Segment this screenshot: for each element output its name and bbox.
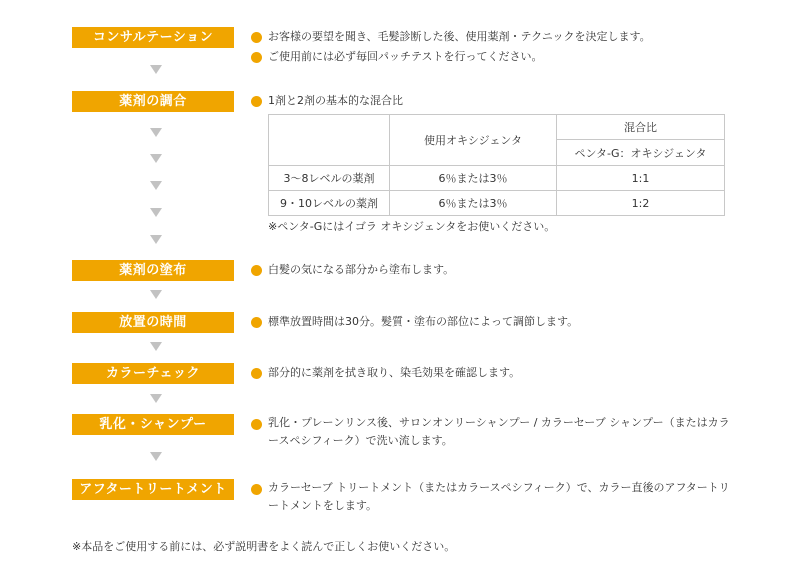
bullet-icon bbox=[251, 265, 262, 276]
down-arrow-icon bbox=[150, 452, 162, 461]
step-application: 薬剤の塗布 bbox=[72, 260, 234, 281]
table-row-label: 3～8レベルの薬剤 bbox=[269, 166, 390, 191]
consultation-text-1: お客様の要望を聞き、毛髪診断した後、使用薬剤・テクニックを決定します。 bbox=[268, 30, 651, 43]
table-corner-cell bbox=[269, 115, 390, 166]
application-text: 白髪の気になる部分から塗布します。 bbox=[268, 263, 455, 276]
table-row-oxy: 6％または3％ bbox=[390, 191, 557, 216]
bullet-icon bbox=[251, 317, 262, 328]
table-subheader-ratio: ペンタ-G：オキシジェンタ bbox=[557, 140, 725, 166]
bullet-icon bbox=[251, 484, 262, 495]
down-arrow-icon bbox=[150, 342, 162, 351]
table-row bbox=[269, 166, 725, 191]
footer-note: ※本品をご使用する前には、必ず説明書をよく読んで正しくお使いください。 bbox=[72, 540, 456, 553]
bullet-icon bbox=[251, 419, 262, 430]
down-arrow-icon bbox=[150, 65, 162, 74]
consultation-text-2: ご使用前には必ず毎回パッチテストを行ってください。 bbox=[268, 50, 543, 63]
bullet-icon bbox=[251, 96, 262, 107]
table-row bbox=[269, 191, 725, 216]
after-treatment-text: カラーセーブ トリートメント（またはカラースペシフィーク）で、カラー直後のアフタートリートメントをします。 bbox=[268, 481, 730, 512]
color-check-text: 部分的に薬剤を拭き取り、染毛効果を確認します。 bbox=[268, 366, 521, 379]
down-arrow-icon bbox=[150, 394, 162, 403]
table-header-oxy: 使用オキシジェンタ bbox=[390, 115, 557, 166]
table-row-label: 9・10レベルの薬剤 bbox=[269, 191, 390, 216]
bullet-icon bbox=[251, 368, 262, 379]
mixing-note: ※ペンタ-Gにはイゴラ オキシジェンタをお使いください。 bbox=[268, 220, 556, 233]
mixing-ratio-table bbox=[268, 114, 725, 216]
shampoo-text: 乳化・プレーンリンス後、サロンオンリーシャンプー / カラーセーブ シャンプー（またはカラースペシフィーク）で洗い流します。 bbox=[268, 416, 730, 447]
step-shampoo: 乳化・シャンプー bbox=[72, 414, 234, 435]
step-color-check: カラーチェック bbox=[72, 363, 234, 384]
table-row-oxy: 6％または3％ bbox=[390, 166, 557, 191]
table-header-ratio: 混合比 bbox=[557, 115, 725, 140]
down-arrow-icon bbox=[150, 208, 162, 217]
table-row-ratio: 1:1 bbox=[557, 166, 725, 191]
step-consultation: コンサルテーション bbox=[72, 27, 234, 48]
bullet-icon bbox=[251, 52, 262, 63]
step-processing-time: 放置の時間 bbox=[72, 312, 234, 333]
down-arrow-icon bbox=[150, 181, 162, 190]
processing-text: 標準放置時間は30分。髪質・塗布の部位によって調節します。 bbox=[268, 315, 579, 328]
step-after-treatment: アフタートリートメント bbox=[72, 479, 234, 500]
down-arrow-icon bbox=[150, 290, 162, 299]
bullet-icon bbox=[251, 32, 262, 43]
down-arrow-icon bbox=[150, 154, 162, 163]
step-mixing: 薬剤の調合 bbox=[72, 91, 234, 112]
down-arrow-icon bbox=[150, 235, 162, 244]
mixing-intro: 1剤と2剤の基本的な混合比 bbox=[268, 94, 403, 107]
table-row-ratio: 1:2 bbox=[557, 191, 725, 216]
down-arrow-icon bbox=[150, 128, 162, 137]
